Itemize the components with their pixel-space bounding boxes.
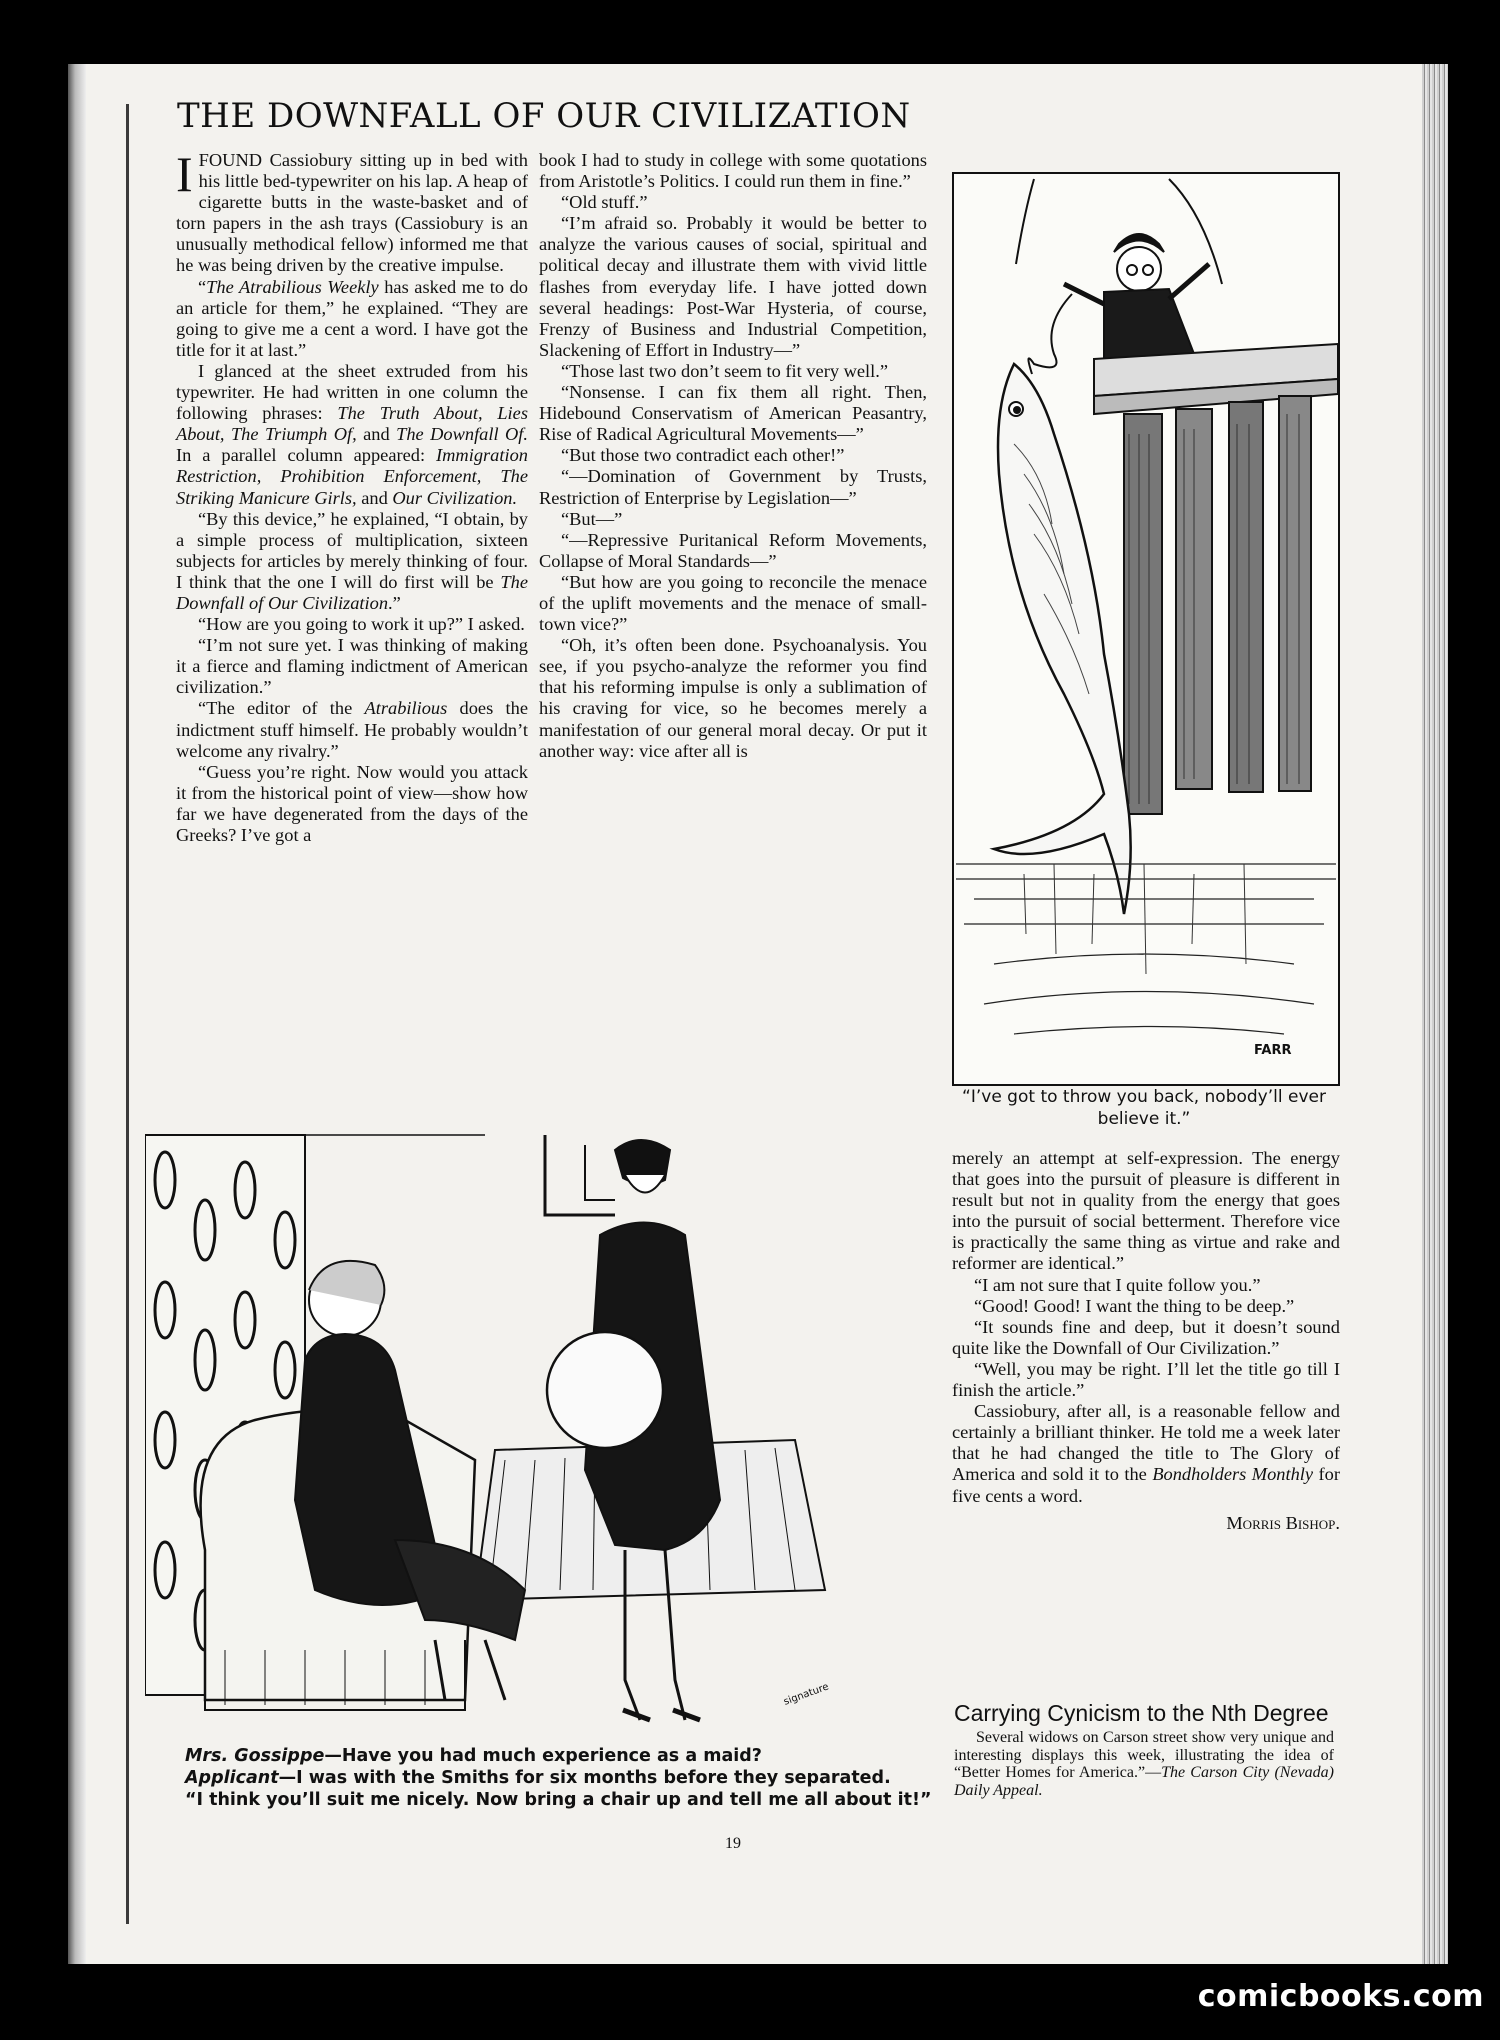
fishing-rod-2 — [1169, 179, 1222, 284]
fisherman-head — [1117, 247, 1161, 291]
paragraph: “Well, you may be right. I’ll let the title go till I finish the article.” — [952, 1358, 1340, 1401]
maid-cartoon-caption — [145, 1745, 935, 1811]
paragraph: “But those two contradict each other!” — [561, 445, 845, 466]
fishing-line — [1028, 294, 1072, 374]
artist-signature: FARR — [1254, 1043, 1292, 1058]
paragraph: “—Domination of Government by Trusts, Restriction of Enterprise by Legislation—” — [539, 466, 927, 508]
fish-cartoon-illustration — [952, 172, 1340, 1086]
sidebar-body: Several widows on Carson street show very unique and interesting displays this week, illustrating the idea of “Better Homes for America.”—The Carson City (Nevada) Daily Appeal. — [954, 1729, 1334, 1799]
paragraph: “I’m afraid so. Probably it would be better to analyze the various causes of social, spiritual and political decay and illustrate them with vivid little flashes from everyday life. I have jotted down several headings: Post-War Hysteria, of course, Frenzy of Business and Industrial Competition, Slackening of Effort in Industry—” — [539, 213, 927, 360]
caption-line: Applicant—I was with the Smiths for six months before they separated. — [185, 1768, 891, 1788]
maid-cartoon-illustration — [145, 1120, 935, 1740]
paragraph: “Old stuff.” — [561, 192, 648, 213]
gutter-rule — [126, 104, 129, 1924]
maid-cartoon-drawing — [145, 1120, 935, 1740]
article-column-2 — [539, 150, 927, 762]
svg-text:signature: signature — [782, 1681, 831, 1708]
article-column-1 — [176, 146, 529, 846]
fish-cartoon-caption: “I’ve got to throw you back, nobody’ll ever believe it.” — [962, 1087, 1326, 1129]
drop-cap: I — [176, 146, 193, 202]
paragraph: Cassiobury, after all, is a reasonable fellow and certainly a brilliant thinker. He told me a week later that he had changed the title to The Glory of America and sold it to the Bondholders Monthly for five cents a word. — [952, 1401, 1340, 1506]
fish-body — [994, 364, 1131, 914]
paragraph: “I’m not sure yet. I was thinking of making it a fierce and flaming indictment of American civilization.” — [176, 635, 528, 698]
muff — [547, 1332, 663, 1448]
paragraph: “Oh, it’s often been done. Psychoanalysis. You see, if you psycho-analyze the reformer you find that his reforming impulse is only a sublimation of his craving for vice, so he becomes merely a manifestation of our general moral decay. Or put it another way: vice after all is — [539, 635, 927, 761]
paragraph: “It sounds fine and deep, but it doesn’t sound quite like the Downfall of Our Civilization.” — [952, 1316, 1340, 1358]
paragraph: “Good! Good! I want the thing to be deep.” — [974, 1295, 1295, 1316]
paragraph: “But—” — [561, 508, 623, 529]
caption-line: Mrs. Gossippe—Have you had much experience as a maid? — [185, 1746, 762, 1766]
article-title: THE DOWNFALL OF OUR CIVILIZATION — [177, 96, 911, 136]
paragraph: “Those last two don’t seem to fit very well.” — [561, 360, 889, 381]
article-column-3 — [952, 1148, 1340, 1534]
fishing-rod-1 — [1016, 179, 1034, 264]
paragraph: merely an attempt at self-expression. The energy that goes into the pursuit of pleasure is different in result but not in quality from the energy that goes into the pursuit of social betterment. Therefore vice is practically the same thing as virtue and rake and reformer are identical.” — [952, 1148, 1340, 1274]
paragraph: IFOUND Cassiobury sitting up in bed with his little bed-typewriter on his lap. A heap of cigarette butts in the waste-basket and of torn papers in the ash trays (Cassiobury is an unusually methodical fellow) informed me that he was being driven by the creative impulse. — [176, 146, 528, 276]
paragraph: “But how are you going to reconcile the menace of the uplift movements and the menace of small-town vice?” — [539, 571, 927, 635]
page-number: 19 — [725, 1835, 741, 1852]
page-gutter — [68, 64, 86, 1964]
sidebar-title: Carrying Cynicism to the Nth Degree — [954, 1700, 1329, 1726]
fish-cartoon-drawing — [954, 174, 1338, 1084]
paragraph: “I am not sure that I quite follow you.” — [974, 1274, 1261, 1295]
page-edges — [1422, 64, 1448, 1964]
paragraph: “The editor of the Atrabilious does the indictment stuff himself. He probably wouldn’t welcome any rivalry.” — [176, 698, 528, 761]
paragraph: book I had to study in college with some quotations from Aristotle’s Politics. I could run them in fine.” — [539, 150, 927, 192]
paragraph: “Nonsense. I can fix them all right. Then, Hidebound Conservatism of American Peasantry, Rise of Radical Agricultural Movements—” — [539, 382, 927, 445]
paragraph: “Guess you’re right. Now would you attack it from the historical point of view—show how far we have degenerated from the days of the Greeks? I’ve got a — [176, 761, 528, 845]
paragraph: “—Repressive Puritanical Reform Movements, Collapse of Moral Standards—” — [539, 529, 927, 571]
paragraph: “The Atrabilious Weekly has asked me to do an article for them,” he explained. “They are going to give me a cent a word. I have got the title for it at last.” — [176, 276, 528, 360]
caption-line: “I think you’ll suit me nicely. Now bring a chair up and tell me all about it!” — [185, 1790, 932, 1810]
paragraph: “By this device,” he explained, “I obtain, by a simple process of multiplication, sixteen subjects for articles by merely thinking of four. I think that the one I will do first will be The Downfall of Our Civilization.” — [176, 508, 528, 613]
paragraph: I glanced at the sheet extruded from his typewriter. He had written in one column the following phrases: The Truth About, Lies About, The Triumph Of, and The Downfall Of. In a parallel column appeared: Immigration Restriction, Prohibition Enforcement, The Striking Manicure Girls, and Our Civilization. — [176, 360, 529, 508]
watermark: comicbooks.com — [1197, 1979, 1484, 2014]
paragraph: “How are you going to work it up?” I asked. — [198, 614, 525, 635]
author-signature: Morris Bishop. — [1226, 1512, 1340, 1533]
